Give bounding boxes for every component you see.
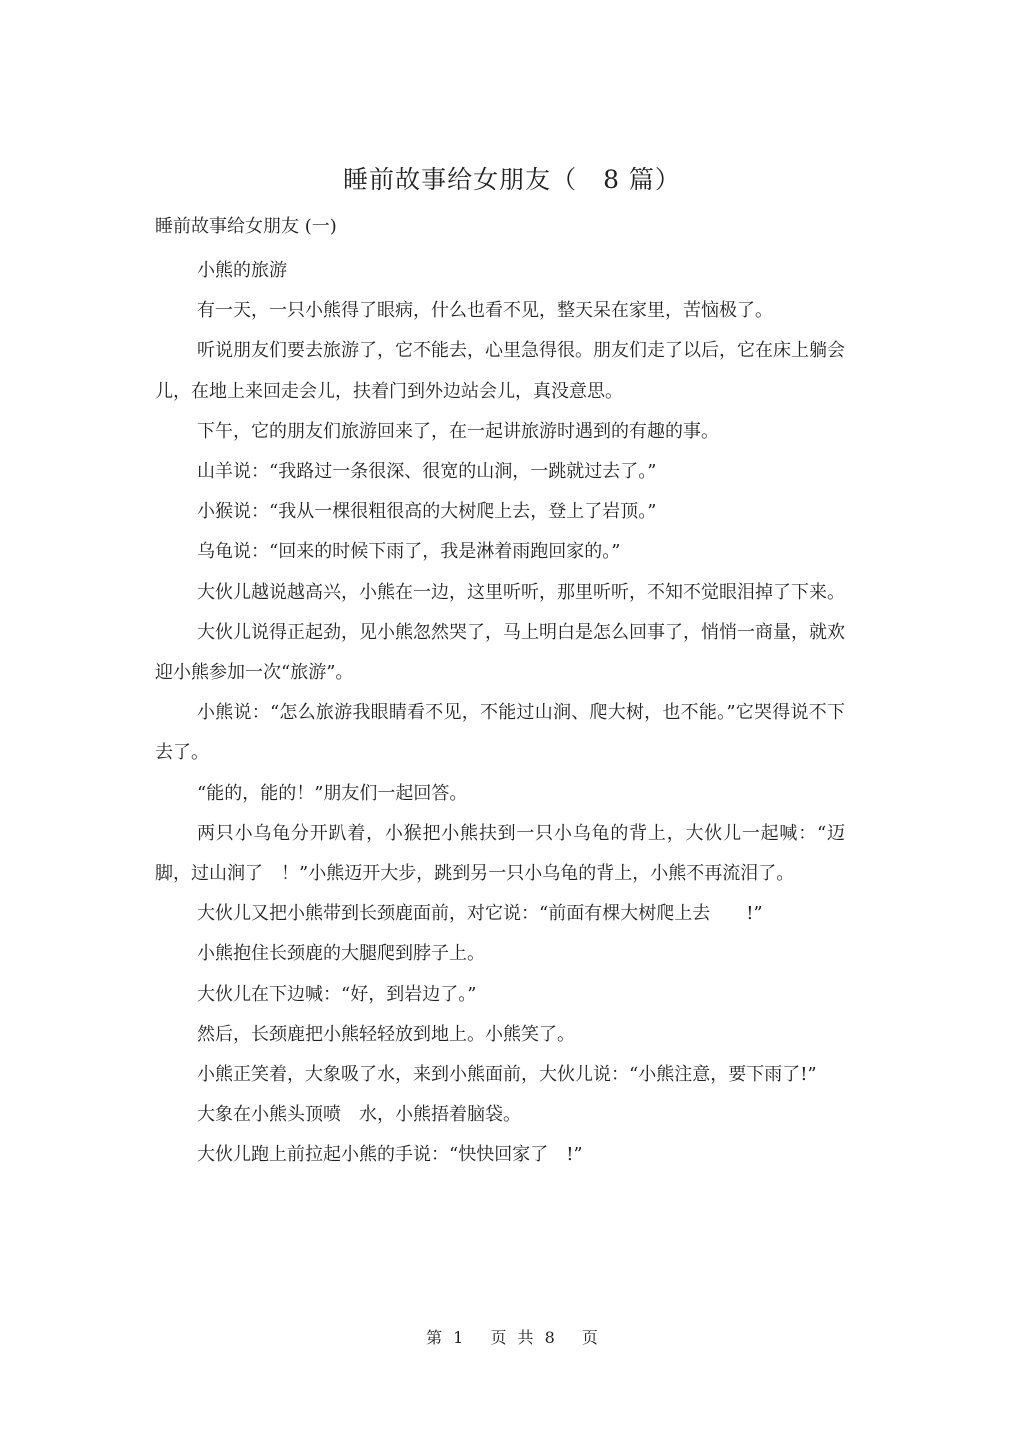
paragraph: 小熊抱住长颈鹿的大腿爬到脖子上。 [197,943,485,965]
paragraph: 有一天，一只小熊得了眼病，什么也看不见，整天呆在家里，苦恼极了。 [197,300,773,322]
paragraph: 下午，它的朋友们旅游回来了，在一起讲旅游时遇到的有趣的事。 [197,420,719,442]
paragraph: 小猴说：“我从一棵很粗很高的大树爬上去，登上了岩顶。” [197,501,657,523]
paragraph: 听说朋友们要去旅游了，它不能去，心里急得很。朋友们走了以后，它在床上躺会儿，在地上来回走会儿，扶着门到外边站会儿，真没意思。 [155,340,845,402]
paragraph: 小熊说：“怎么旅游我眼睛看不见，不能过山涧、爬大树，也不能。”它哭得说不下去了。 [155,702,845,764]
story-title: 小熊的旅游 [197,260,287,281]
paragraph: 大象在小熊头顶喷 水，小熊捂着脑袋。 [197,1104,521,1126]
section-heading: 睡前故事给女朋友 (一) [155,216,337,237]
paragraph: 大伙儿在下边喊：“好，到岩边了。” [197,983,477,1005]
paragraph: 山羊说：“我路过一条很深、很宽的山涧，一跳就过去了。” [197,461,657,483]
paragraph: 大伙儿又把小熊带到长颈鹿面前，对它说：“前面有棵大树爬上去 !” [197,903,763,925]
paragraph: 两只小乌龟分开趴着，小猴把小熊扶到一只小乌龟的背上，大伙儿一起喊：“迈脚，过山涧了 ！”小熊迈开大步，跳到另一只小乌龟的背上，小熊不再流泪了。 [155,822,845,885]
paragraph: “能的，能的！”朋友们一起回答。 [197,782,468,804]
page-title: 睡前故事给女朋友（ 8 篇） [343,165,681,194]
paragraph: 大伙儿跑上前拉起小熊的手说：“快快回家了 !” [197,1144,583,1166]
paragraph: 乌龟说：“回来的时候下雨了，我是淋着雨跑回家的。” [197,541,621,563]
paragraph: 然后，长颈鹿把小熊轻轻放到地上。小熊笑了。 [197,1023,575,1045]
page-footer: 第 1 页 共 8 页 [426,1328,598,1347]
story-body [155,251,845,1176]
paragraph: 小熊正笑着，大象吸了水，来到小熊面前，大伙儿说：“小熊注意，要下雨了!” [197,1064,817,1086]
paragraph: 大伙儿越说越高兴，小熊在一边，这里听听，那里听听，不知不觉眼泪掉了下来。 [197,581,845,603]
paragraph: 大伙儿说得正起劲，见小熊忽然哭了，马上明白是怎么回事了，悄悄一商量，就欢迎小熊参加一次“旅游”。 [155,621,845,684]
